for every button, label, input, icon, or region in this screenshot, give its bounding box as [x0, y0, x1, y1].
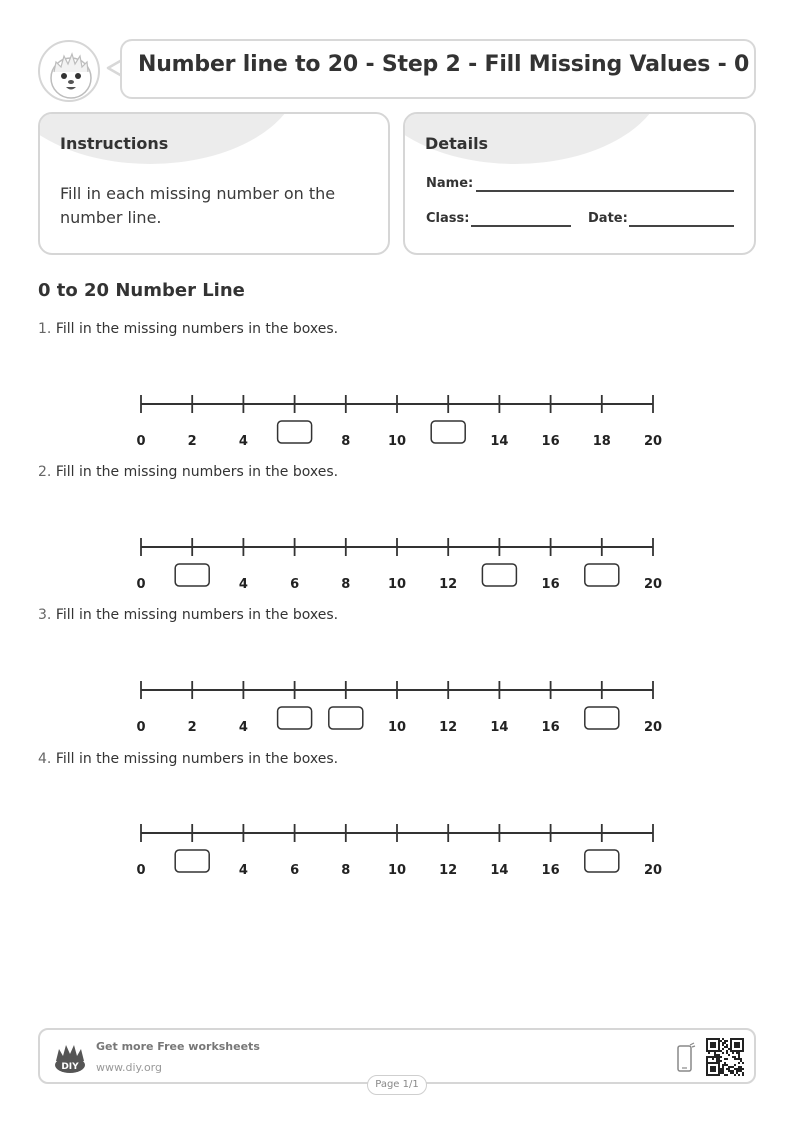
- details-heading: Details: [425, 134, 489, 153]
- question-prompt: [38, 321, 338, 337]
- date-label: Date:: [588, 211, 628, 226]
- answer-box[interactable]: [585, 850, 619, 872]
- diy-logo: [52, 1039, 88, 1075]
- name-label: Name:: [426, 176, 474, 191]
- tick-label: 10: [387, 577, 407, 592]
- mascot-avatar: [38, 40, 100, 102]
- answer-box[interactable]: [431, 421, 465, 443]
- tick-label: 12: [439, 577, 458, 592]
- name-field[interactable]: [476, 190, 734, 192]
- tick-label: 4: [238, 863, 248, 878]
- tick-label: 10: [387, 863, 407, 878]
- tick-label: 12: [439, 863, 458, 878]
- qr-code-icon: [706, 1038, 744, 1076]
- question-prompt: [38, 607, 338, 623]
- instructions-heading: Instructions: [60, 134, 169, 153]
- number-line: [120, 819, 680, 879]
- question-prompt: [38, 464, 338, 480]
- tick-label: 8: [341, 434, 351, 449]
- page-number: Page 1/1: [367, 1075, 427, 1095]
- tick-label: 6: [290, 577, 300, 592]
- class-field[interactable]: [471, 225, 571, 227]
- number-line: [120, 390, 680, 450]
- page-title: Number line to 20 - Step 2 - Fill Missing Values - 0: [138, 52, 750, 77]
- footer-link[interactable]: www.diy.org: [96, 1061, 162, 1074]
- tick-label: 16: [541, 434, 560, 449]
- tick-label: 0: [136, 577, 146, 592]
- question-prompt: [38, 751, 338, 767]
- tick-label: 12: [439, 720, 458, 735]
- details-panel: [403, 112, 756, 255]
- tick-label: 4: [238, 434, 248, 449]
- phone-icon: [676, 1042, 696, 1074]
- question-number: 4.: [38, 751, 52, 767]
- number-line: [120, 533, 680, 593]
- question-number: 3.: [38, 607, 52, 623]
- answer-box[interactable]: [585, 564, 619, 586]
- instructions-panel: [38, 112, 390, 255]
- tick-label: 14: [490, 863, 509, 878]
- class-label: Class:: [426, 211, 470, 226]
- answer-box[interactable]: [278, 421, 312, 443]
- answer-box[interactable]: [329, 707, 363, 729]
- tick-label: 20: [643, 577, 663, 592]
- date-field[interactable]: [629, 225, 734, 227]
- answer-box[interactable]: [175, 564, 209, 586]
- logo-text: DIY: [61, 1062, 79, 1072]
- tick-label: 8: [341, 577, 351, 592]
- answer-box[interactable]: [175, 850, 209, 872]
- answer-box[interactable]: [482, 564, 516, 586]
- tick-label: 16: [541, 720, 560, 735]
- tick-label: 4: [238, 720, 248, 735]
- instructions-text: Fill in each missing number on the number line.: [60, 184, 336, 227]
- tick-label: 4: [238, 577, 248, 592]
- tick-label: 20: [643, 434, 663, 449]
- answer-box[interactable]: [585, 707, 619, 729]
- tick-label: 20: [643, 720, 663, 735]
- footer-promo: Get more Free worksheets: [96, 1040, 260, 1053]
- tick-label: 0: [136, 434, 146, 449]
- question-text: Fill in the missing numbers in the boxes.: [55, 751, 339, 767]
- tick-label: 10: [387, 434, 407, 449]
- tick-label: 16: [541, 863, 560, 878]
- tick-label: 2: [187, 434, 197, 449]
- number-line: [120, 676, 680, 736]
- mascot-icon: [40, 42, 100, 102]
- tick-label: 8: [341, 863, 351, 878]
- tick-label: 0: [136, 720, 146, 735]
- tick-label: 16: [541, 577, 560, 592]
- tick-label: 6: [290, 863, 300, 878]
- tick-label: 0: [136, 863, 146, 878]
- question-text: Fill in the missing numbers in the boxes.: [55, 464, 339, 480]
- tick-label: 20: [643, 863, 663, 878]
- question-text: Fill in the missing numbers in the boxes.: [55, 321, 339, 337]
- tick-label: 10: [387, 720, 407, 735]
- answer-box[interactable]: [278, 707, 312, 729]
- tick-label: 14: [490, 434, 509, 449]
- tick-label: 2: [187, 720, 197, 735]
- section-title: 0 to 20 Number Line: [38, 280, 245, 301]
- question-number: 1.: [38, 321, 52, 337]
- question-number: 2.: [38, 464, 52, 480]
- tick-label: 18: [592, 434, 611, 449]
- tick-label: 14: [490, 720, 509, 735]
- question-text: Fill in the missing numbers in the boxes.: [55, 607, 339, 623]
